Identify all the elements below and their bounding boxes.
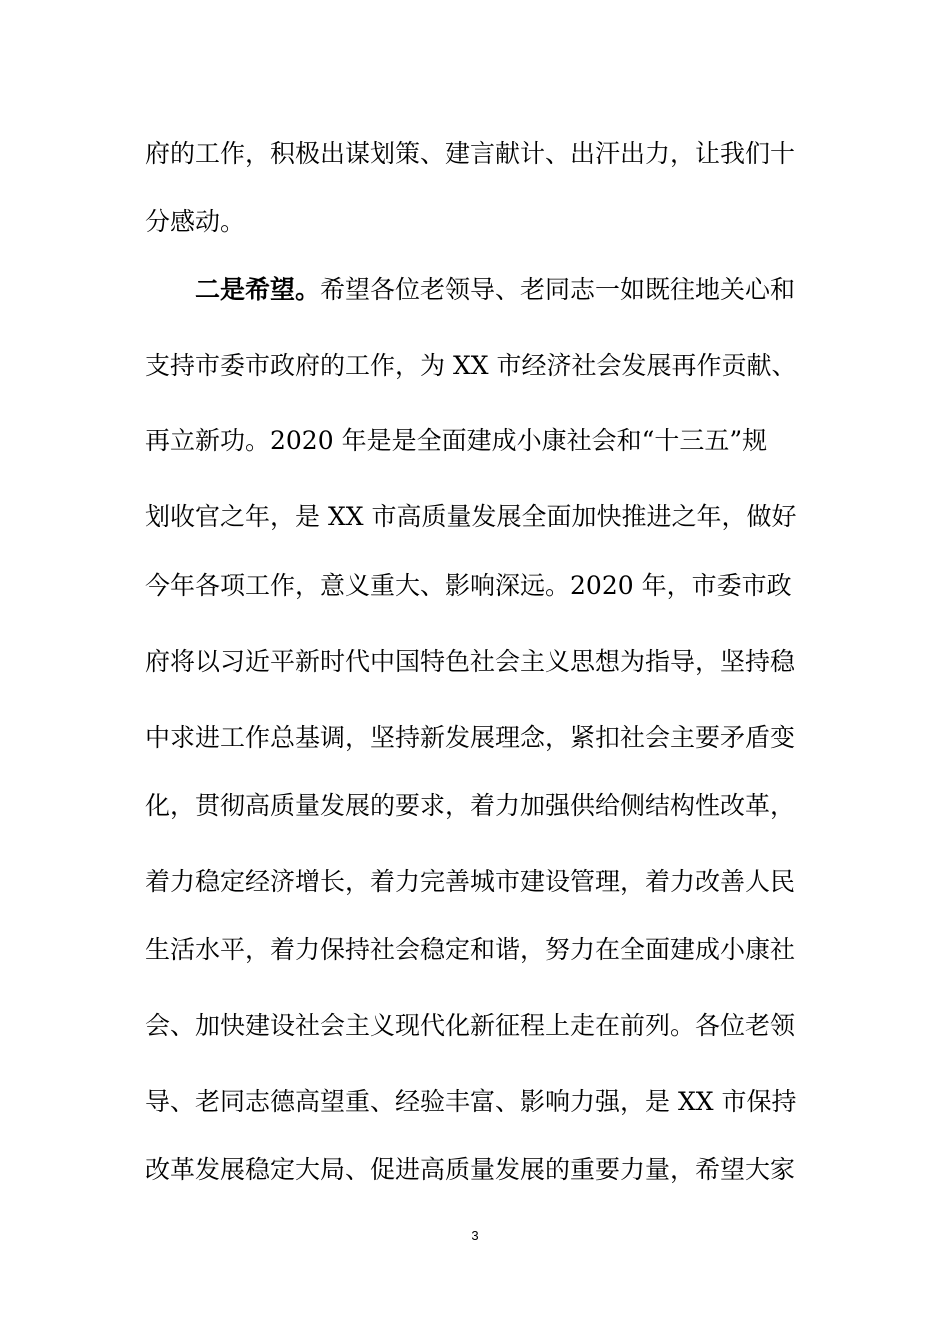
paragraph-first-line [145, 270, 815, 310]
body-line: 着力稳定经济增长，着力完善城市建设管理，着力改善人民 [145, 867, 796, 896]
body-line: 分感动。 [145, 207, 246, 236]
body-line: 今年各项工作，意义重大、影响深远。2020 年，市委市政 [145, 571, 792, 600]
body-line: 中求进工作总基调，坚持新发展理念，紧扣社会主要矛盾变 [145, 723, 796, 752]
body-line: 化，贯彻高质量发展的要求，着力加强供给侧结构性改革， [145, 791, 796, 820]
body-line: 导、老同志德高望重、经验丰富、影响力强，是 XX 市保持 [145, 1087, 797, 1116]
page-number: 3 [471, 1228, 479, 1243]
body-line: 府将以习近平新时代中国特色社会主义思想为指导，坚持稳 [145, 647, 796, 676]
body-line: 支持市委市政府的工作，为 XX 市经济社会发展再作贡献、 [145, 351, 797, 380]
paragraph-lead: 二是希望。 [195, 275, 321, 304]
body-line: 再立新功。2020 年是是全面建成小康社会和“十三五”规 [145, 426, 768, 455]
paragraph-lead-rest: 希望各位老领导、老同志一如既往地关心和 [320, 275, 796, 304]
body-line: 府的工作，积极出谋划策、建言献计、出汗出力，让我们十 [145, 139, 796, 168]
body-line: 改革发展稳定大局、促进高质量发展的重要力量，希望大家 [145, 1155, 796, 1184]
body-line: 划收官之年，是 XX 市高质量发展全面加快推进之年，做好 [145, 502, 797, 531]
body-line: 会、加快建设社会主义现代化新征程上走在前列。各位老领 [145, 1011, 796, 1040]
body-line: 生活水平，着力保持社会稳定和谐，努力在全面建成小康社 [145, 935, 796, 964]
